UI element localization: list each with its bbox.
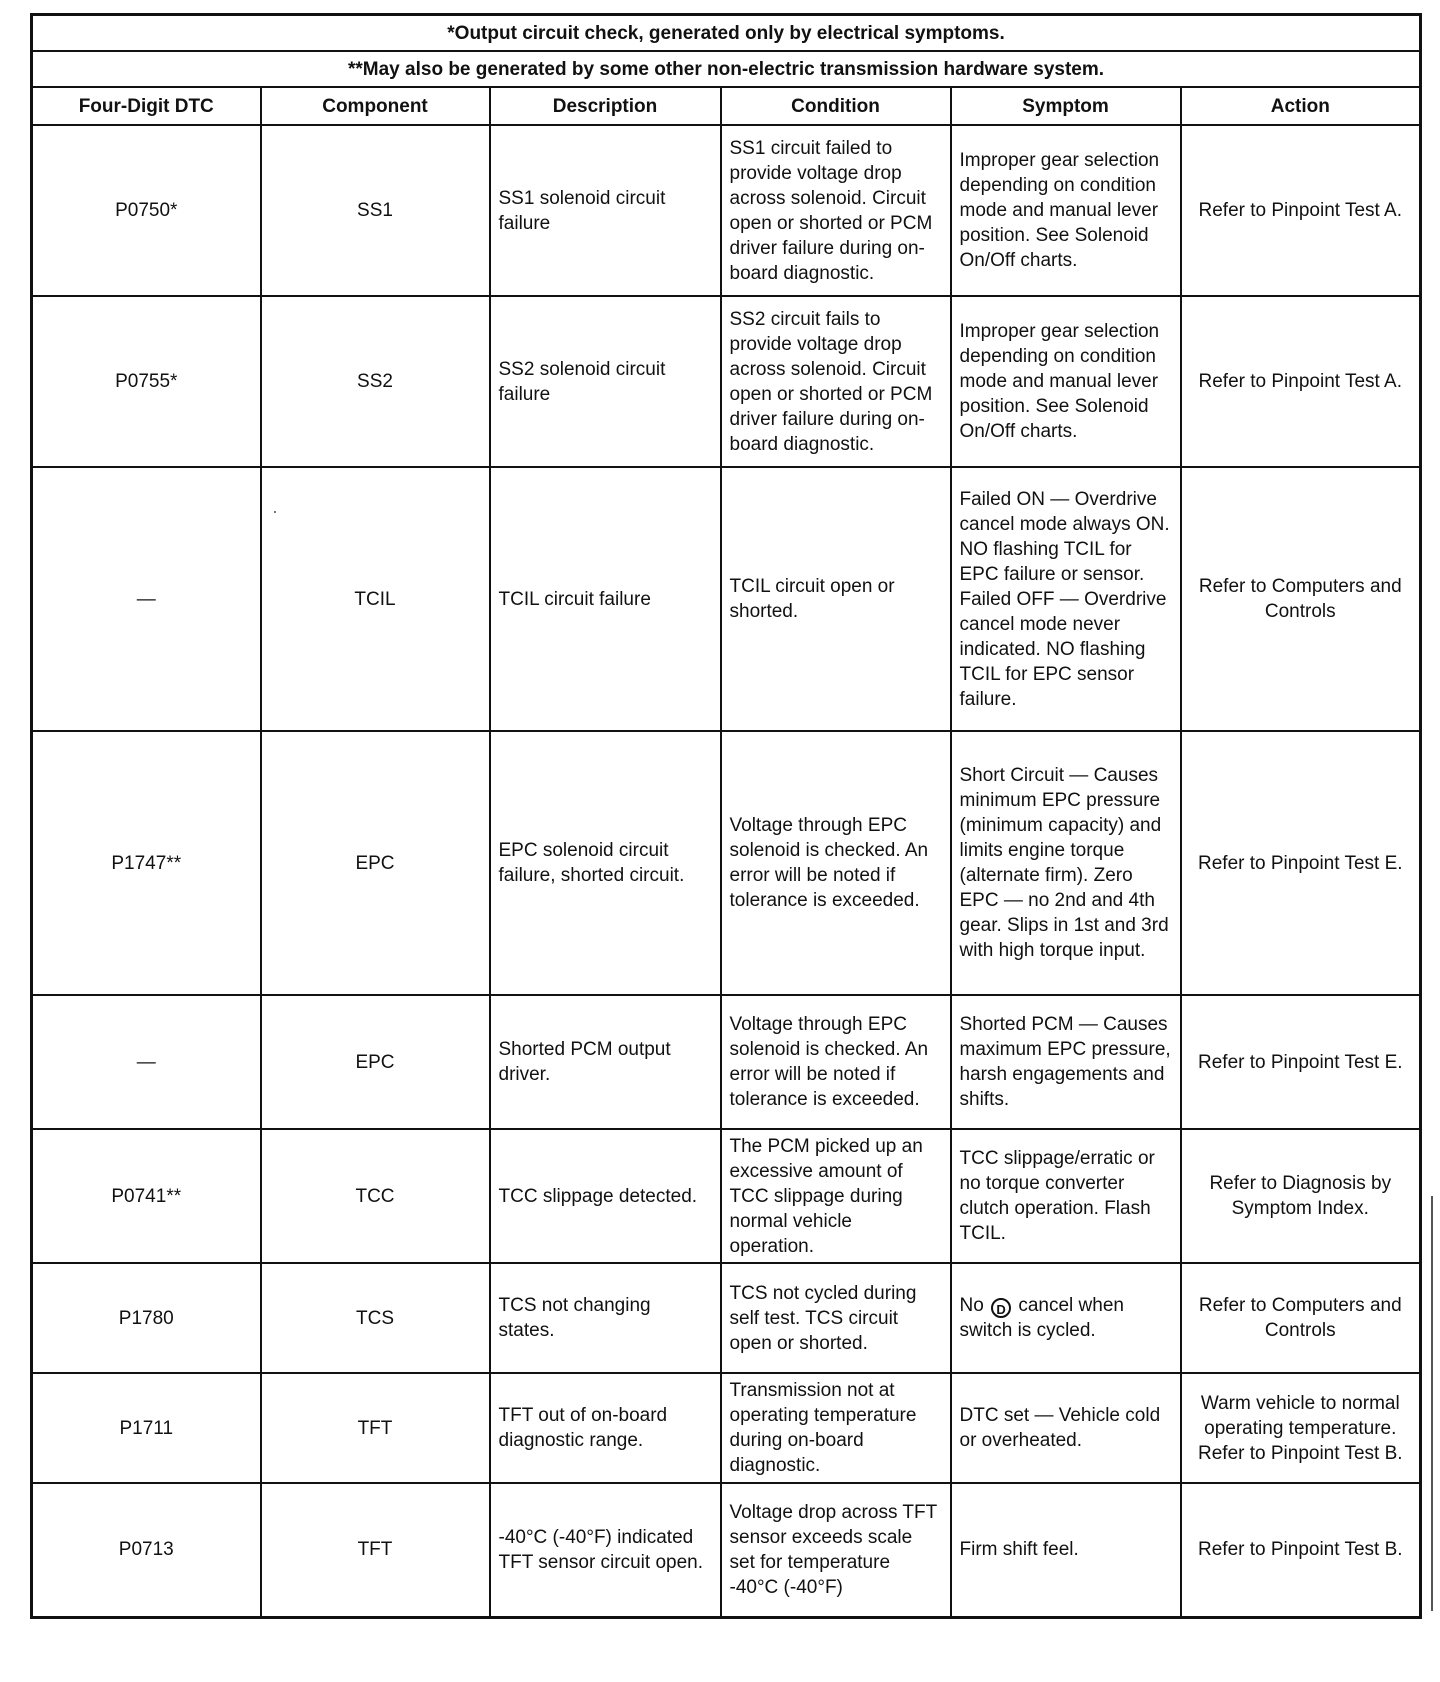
action: Refer to Computers and Controls <box>1181 467 1421 731</box>
component: TFT <box>261 1373 490 1483</box>
dtc-code: P1747** <box>32 731 261 995</box>
action: Refer to Pinpoint Test A. <box>1181 125 1421 296</box>
dtc-code: P0755* <box>32 296 261 467</box>
table-row <box>32 296 1421 467</box>
column-header-row <box>32 87 1421 125</box>
table-row <box>32 1373 1421 1483</box>
scan-speck <box>274 511 276 513</box>
description: SS1 solenoid circuit failure <box>490 125 721 296</box>
condition: Voltage drop across TFT sensor exceeds scale set for temperature -40°C (-40°F) <box>721 1483 951 1617</box>
action: Refer to Pinpoint Test B. <box>1181 1483 1421 1617</box>
condition: The PCM picked up an excessive amount of TCC slippage during normal vehicle operation. <box>721 1129 951 1263</box>
dtc-document <box>30 13 1419 1619</box>
description: TFT out of on-board diagnostic range. <box>490 1373 721 1483</box>
symptom: Shorted PCM — Causes maximum EPC pressure, harsh engagements and shifts. <box>951 995 1181 1129</box>
overdrive-circle-icon: D <box>991 1298 1011 1318</box>
table-row <box>32 1483 1421 1617</box>
condition: Voltage through EPC solenoid is checked. An error will be noted if tolerance is exceeded. <box>721 731 951 995</box>
component: EPC <box>261 731 490 995</box>
description: EPC solenoid circuit failure, shorted circuit. <box>490 731 721 995</box>
symptom: TCC slippage/erratic or no torque converter clutch operation. Flash TCIL. <box>951 1129 1181 1263</box>
component: TFT <box>261 1483 490 1617</box>
dtc-code: P0750* <box>32 125 261 296</box>
symptom: Improper gear selection depending on condition mode and manual lever position. See Solenoid On/Off charts. <box>951 296 1181 467</box>
note-row-double-star <box>32 51 1421 87</box>
condition: SS1 circuit failed to provide voltage drop across solenoid. Circuit open or shorted or PCM driver failure during on-board diagnostic. <box>721 125 951 296</box>
component: TCC <box>261 1129 490 1263</box>
table-row <box>32 467 1421 731</box>
dtc-table <box>30 13 1422 1619</box>
component: SS1 <box>261 125 490 296</box>
symptom: Failed ON — Overdrive cancel mode always ON. NO flashing TCIL for EPC failure or sensor. Failed OFF — Overdrive cancel mode never indicated. NO flashing TCIL for EPC sensor failure. <box>951 467 1181 731</box>
dtc-code: P0741** <box>32 1129 261 1263</box>
dtc-code: P0713 <box>32 1483 261 1617</box>
description: TCS not changing states. <box>490 1263 721 1373</box>
column-header-description: Description <box>490 87 721 125</box>
note-double-star: **May also be generated by some other non-electric transmission hardware system. <box>32 51 1421 87</box>
action: Refer to Pinpoint Test E. <box>1181 995 1421 1129</box>
component: TCS <box>261 1263 490 1373</box>
condition: Voltage through EPC solenoid is checked. An error will be noted if tolerance is exceeded. <box>721 995 951 1129</box>
note-row-single-star <box>32 15 1421 52</box>
symptom: Firm shift feel. <box>951 1483 1181 1617</box>
note-single-star: *Output circuit check, generated only by electrical symptoms. <box>32 15 1421 52</box>
description: Shorted PCM output driver. <box>490 995 721 1129</box>
component: EPC <box>261 995 490 1129</box>
action: Warm vehicle to normal operating temperature. Refer to Pinpoint Test B. <box>1181 1373 1421 1483</box>
column-header-action: Action <box>1181 87 1421 125</box>
description: SS2 solenoid circuit failure <box>490 296 721 467</box>
dtc-code: P1780 <box>32 1263 261 1373</box>
symptom-text-post: cancel when switch is cycled. <box>959 1295 1124 1341</box>
table-row <box>32 125 1421 296</box>
table-row <box>32 1129 1421 1263</box>
page-edge-line <box>1431 1196 1433 1611</box>
column-header-component: Component <box>261 87 490 125</box>
condition: TCIL circuit open or shorted. <box>721 467 951 731</box>
description: TCC slippage detected. <box>490 1129 721 1263</box>
symptom: Improper gear selection depending on condition mode and manual lever position. See Solenoid On/Off charts. <box>951 125 1181 296</box>
table-row <box>32 1263 1421 1373</box>
table-row <box>32 995 1421 1129</box>
description: -40°C (-40°F) indicated TFT sensor circuit open. <box>490 1483 721 1617</box>
dtc-code: — <box>32 467 261 731</box>
condition: Transmission not at operating temperature during on-board diagnostic. <box>721 1373 951 1483</box>
dtc-code: P1711 <box>32 1373 261 1483</box>
symptom: DTC set — Vehicle cold or overheated. <box>951 1373 1181 1483</box>
component: TCIL <box>261 467 490 731</box>
dtc-code: — <box>32 995 261 1129</box>
symptom: Short Circuit — Causes minimum EPC pressure (minimum capacity) and limits engine torque (alternate firm). Zero EPC — no 2nd and 4th gear. Slips in 1st and 3rd with high torque input. <box>951 731 1181 995</box>
symptom <box>951 1263 1181 1373</box>
column-header-symptom: Symptom <box>951 87 1181 125</box>
description: TCIL circuit failure <box>490 467 721 731</box>
table-row <box>32 731 1421 995</box>
column-header-dtc: Four-Digit DTC <box>32 87 261 125</box>
action: Refer to Computers and Controls <box>1181 1263 1421 1373</box>
action: Refer to Diagnosis by Symptom Index. <box>1181 1129 1421 1263</box>
condition: SS2 circuit fails to provide voltage drop across solenoid. Circuit open or shorted or PCM driver failure during on-board diagnostic. <box>721 296 951 467</box>
column-header-condition: Condition <box>721 87 951 125</box>
symptom-text-pre: No <box>959 1295 984 1316</box>
action: Refer to Pinpoint Test A. <box>1181 296 1421 467</box>
condition: TCS not cycled during self test. TCS circuit open or shorted. <box>721 1263 951 1373</box>
action: Refer to Pinpoint Test E. <box>1181 731 1421 995</box>
component: SS2 <box>261 296 490 467</box>
